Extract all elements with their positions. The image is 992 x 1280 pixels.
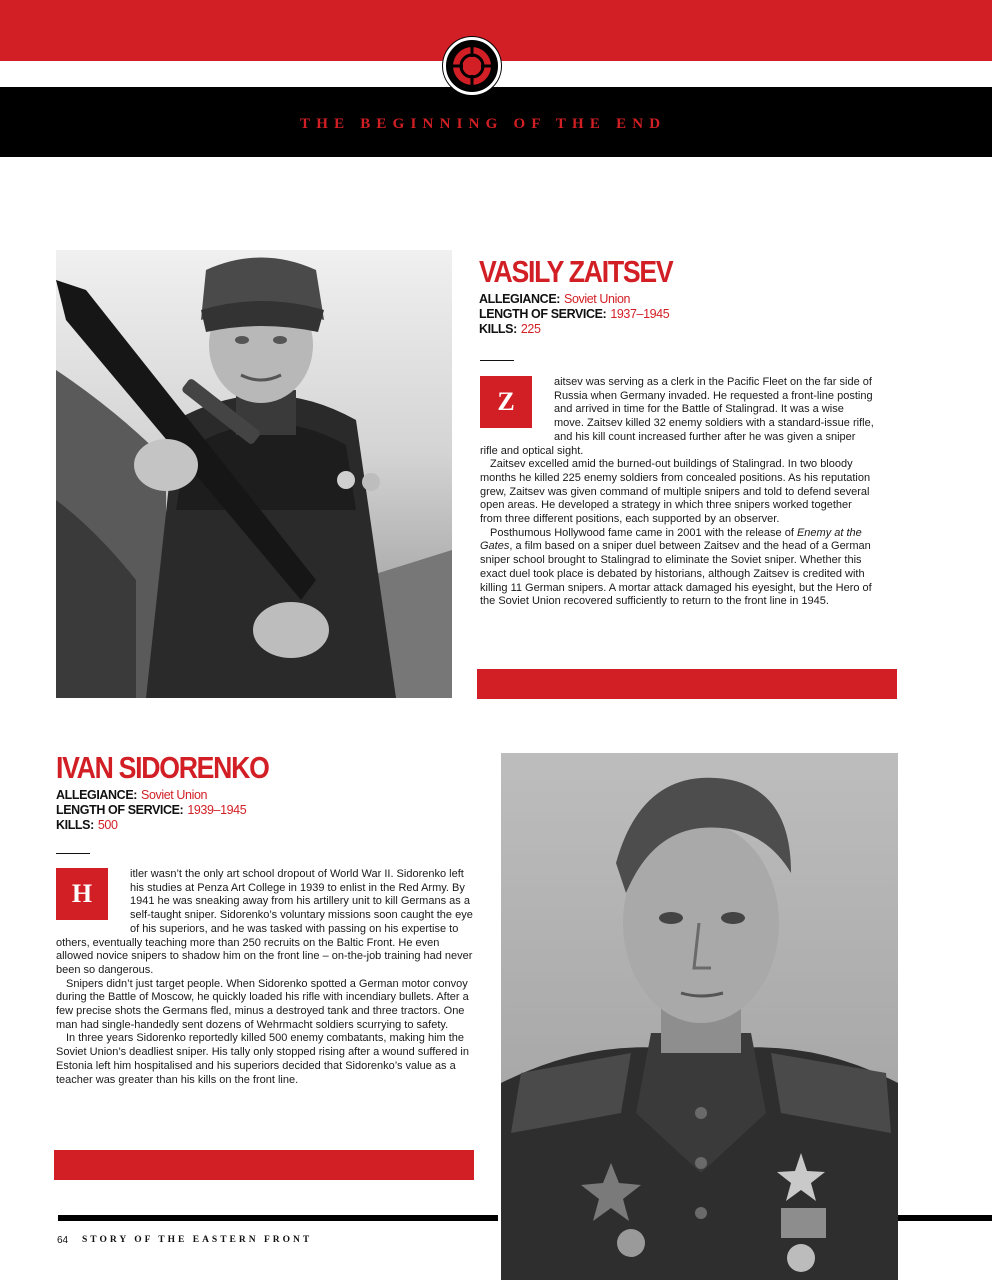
sidorenko-rule xyxy=(56,853,90,854)
kills-value: 500 xyxy=(97,818,118,832)
service-label: LENGTH OF SERVICE: xyxy=(479,307,607,321)
film-title: Enemy at the Gates xyxy=(480,526,862,553)
kills-label: KILLS: xyxy=(56,818,94,832)
zaitsev-paragraph-1: aitsev was serving as a clerk in the Pacific Fleet on the far side of Russia when Germany invaded. He requested a front-line posting and arrived in time for the Battle of Stalingrad. It was a wise move. Zaitsev killed 32 enemy soldiers with a standard-issue rifle, and his kill count increased further after he was given a sniper rifle and optical sight. xyxy=(480,376,874,457)
sidorenko-body xyxy=(56,868,476,1087)
service-label: LENGTH OF SERVICE: xyxy=(56,803,184,817)
crosshair-icon xyxy=(443,37,501,95)
zaitsev-stats xyxy=(479,292,669,337)
zaitsev-rule xyxy=(480,360,514,361)
zaitsev-body xyxy=(480,376,876,609)
allegiance-value: Soviet Union xyxy=(564,292,631,306)
sidorenko-red-bar xyxy=(54,1150,474,1180)
service-value: 1937–1945 xyxy=(610,307,670,321)
zaitsev-red-bar xyxy=(477,669,897,699)
zaitsev-paragraph-3: Posthumous Hollywood fame came in 2001 with the release of Enemy at the Gates, a film based on a sniper duel between Zaitsev and the head of a German sniper school brought to Stalingrad to eliminate the Soviet sniper. Whether this exact duel took place is debated by historians, although Zaitsev is credited with killing 11 German snipers. A mortar attack damaged his eyesight, but the Hero of the Soviet Union recovered sufficiently to return to the front line in 1945. xyxy=(480,526,872,608)
zaitsev-paragraph-2: Zaitsev excelled amid the burned-out buildings of Stalingrad. In two bloody months he killed 225 enemy soldiers from concealed positions. As his reputation grew, Zaitsev was given command of multiple snipers and told to defend several open areas. He developed a strategy in which three snipers worked together from three different positions, each supported by an observer. xyxy=(480,458,871,526)
sidorenko-stats xyxy=(56,788,246,833)
zaitsev-dropcap: Z xyxy=(480,376,532,428)
zaitsev-name: VASILY ZAITSEV xyxy=(479,254,673,289)
zaitsev-photo xyxy=(56,250,452,698)
page-number: 64 xyxy=(57,1235,69,1246)
allegiance-label: ALLEGIANCE: xyxy=(56,788,138,802)
sidorenko-dropcap: H xyxy=(56,868,108,920)
section-title: THE BEGINNING OF THE END xyxy=(300,116,667,132)
sidorenko-photo xyxy=(501,753,898,1280)
service-value: 1939–1945 xyxy=(187,803,247,817)
sidorenko-paragraph-2: Snipers didn’t just target people. When Sidorenko spotted a German motor convoy during the Battle of Moscow, he quickly loaded his rifle with incendiary bullets. After a few precise shots the Germans fled, minus a destroyed tank and three tractors. One man had single-handedly sent dozens of Wehrmacht soldiers scurrying to safety. xyxy=(56,977,469,1031)
sidorenko-paragraph-3: In three years Sidorenko reportedly killed 500 enemy combatants, making him the Soviet Union’s deadliest sniper. His tally only stopped rising after a wound suffered in Estonia left him hospitalised and his superiors decided that Sidorenko’s value as a teacher was greater than his kills on the front line. xyxy=(56,1032,469,1086)
footer-rule xyxy=(58,1215,498,1221)
sidorenko-name: IVAN SIDORENKO xyxy=(56,750,269,785)
publication-title: STORY OF THE EASTERN FRONT xyxy=(82,1235,313,1245)
allegiance-label: ALLEGIANCE: xyxy=(479,292,561,306)
kills-label: KILLS: xyxy=(479,322,517,336)
footer-rule-right xyxy=(898,1215,992,1221)
kills-value: 225 xyxy=(520,322,541,336)
allegiance-value: Soviet Union xyxy=(141,788,208,802)
sidorenko-paragraph-1: itler wasn’t the only art school dropout of World War II. Sidorenko left his studies at Penza Art College in 1939 to enlist in the Red Army. By 1941 he was sneaking away from his artillery unit to kill Germans as a self-taught sniper. Sidorenko’s voluntary missions soon caught the eye of his superiors, and he was tasked with passing on his expertise to others, eventually teaching more than 250 recruits on the Baltic Front. He even allowed novice snipers to shadow him on the front line – on-the-job training had never been so dangerous. xyxy=(56,868,473,976)
